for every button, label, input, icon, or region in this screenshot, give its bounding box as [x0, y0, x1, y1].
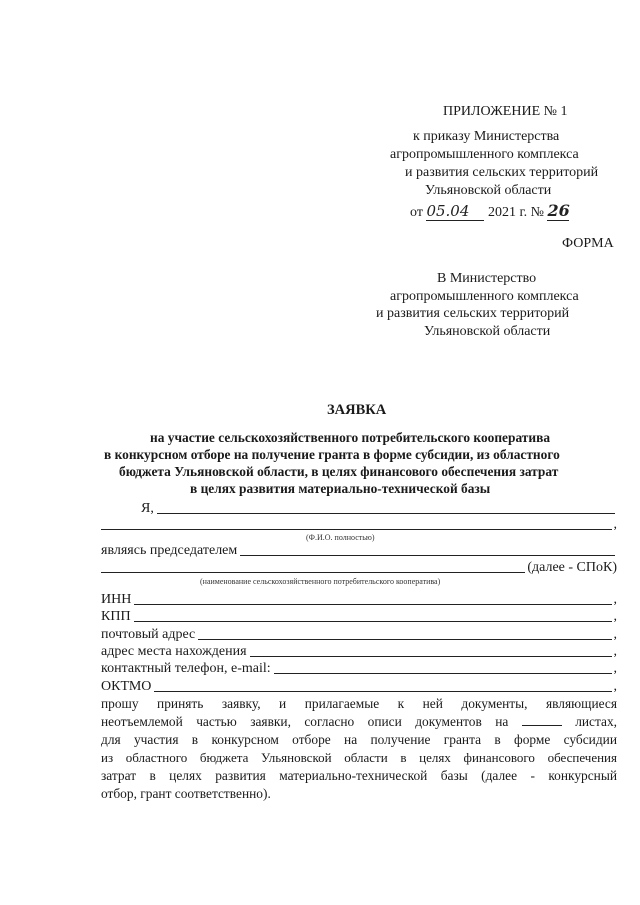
body-line-2-a: неотъемлемой частью заявки, согласно описи документов на — [101, 714, 509, 729]
appendix-title: ПРИЛОЖЕНИЕ № 1 — [443, 104, 568, 119]
kpp-comma: , — [613, 609, 617, 624]
kpp-field[interactable] — [134, 608, 612, 622]
body-line-4: из областного бюджета Ульяновской области в целях финансового обеспечения — [101, 750, 617, 765]
sheet-count-field[interactable] — [522, 714, 562, 726]
date-prefix: от — [410, 205, 423, 220]
inn-row — [101, 590, 617, 608]
subtitle-line-2: в конкурсном отборе на получение гранта в форме субсидии, из областного — [104, 447, 560, 462]
contact-field[interactable] — [274, 660, 612, 674]
oktmo-label: ОКТМО — [101, 679, 152, 694]
kpp-label: КПП — [101, 609, 131, 624]
fio-row-2 — [101, 515, 617, 533]
postal-label: почтовый адрес — [101, 627, 196, 642]
document-title: ЗАЯВКА — [327, 402, 387, 418]
order-line-3: и развития сельских территорий — [405, 165, 599, 180]
order-line-1: к приказу Министерства — [413, 129, 560, 144]
postal-comma: , — [613, 627, 617, 642]
coop-row — [101, 558, 617, 576]
contact-comma: , — [613, 661, 617, 676]
year-text: 2021 г. № — [487, 205, 544, 220]
inn-label: ИНН — [101, 592, 132, 607]
body-line-3: для участия в конкурсном отборе на получение гранта в форме субсидии — [101, 732, 617, 747]
body-line-1: прошу принять заявку, и прилагаемые к ней документы, являющиеся — [101, 696, 617, 711]
contact-label: контактный телефон, e-mail: — [101, 661, 271, 676]
fio-comma: , — [613, 517, 617, 532]
order-line-2: агропромышленного комплекса — [390, 147, 579, 162]
subtitle-line-1: на участие сельскохозяйственного потребительского кооператива — [150, 430, 551, 445]
body-line-2-b: листах, — [575, 714, 617, 729]
addressee-line-2: агропромышленного комплекса — [390, 289, 579, 304]
spok-suffix: (далее - СПоК) — [527, 560, 617, 575]
oktmo-row — [101, 677, 617, 695]
subtitle-line-3: бюджета Ульяновской области, в целях финансового обеспечения затрат — [119, 464, 559, 479]
coop-name-field[interactable] — [101, 559, 525, 573]
chairman-row — [101, 541, 617, 559]
form-label: ФОРМА — [562, 236, 614, 251]
location-comma: , — [613, 644, 617, 659]
inn-comma: , — [613, 592, 617, 607]
chairman-label: являясь председателем — [101, 543, 238, 558]
location-row — [101, 642, 617, 660]
addressee-line-4: Ульяновской области — [424, 324, 551, 339]
contact-row — [101, 659, 617, 677]
body-line-2 — [101, 713, 617, 732]
date-handwritten: 05.04 — [426, 202, 484, 221]
number-handwritten: 26 — [547, 201, 570, 220]
location-label: адрес места нахождения — [101, 644, 247, 659]
postal-row — [101, 625, 617, 643]
order-date-line — [410, 201, 569, 221]
fio-field-2[interactable] — [101, 516, 612, 530]
postal-field[interactable] — [198, 626, 611, 640]
fio-field-1[interactable] — [157, 500, 615, 514]
fio-caption: (Ф.И.О. полностью) — [306, 533, 375, 542]
oktmo-field[interactable] — [154, 678, 611, 692]
i-label: Я, — [141, 501, 154, 516]
coop-caption: (наименование сельскохозяйственного потребительского кооператива) — [200, 577, 441, 586]
location-field[interactable] — [250, 643, 612, 657]
body-line-5: затрат в целях развития материально-технической базы (далее - конкурсный — [101, 768, 617, 783]
subtitle-line-4: в целях развития материально-технической базы — [190, 481, 491, 496]
order-line-4: Ульяновской области — [425, 183, 552, 198]
chairman-field[interactable] — [240, 542, 615, 556]
addressee-line-3: и развития сельских территорий — [376, 306, 570, 321]
addressee-line-1: В Министерство — [437, 271, 537, 286]
kpp-row — [101, 607, 617, 625]
oktmo-comma: , — [613, 679, 617, 694]
body-line-6: отбор, грант соответственно). — [101, 786, 271, 801]
inn-field[interactable] — [134, 591, 611, 605]
